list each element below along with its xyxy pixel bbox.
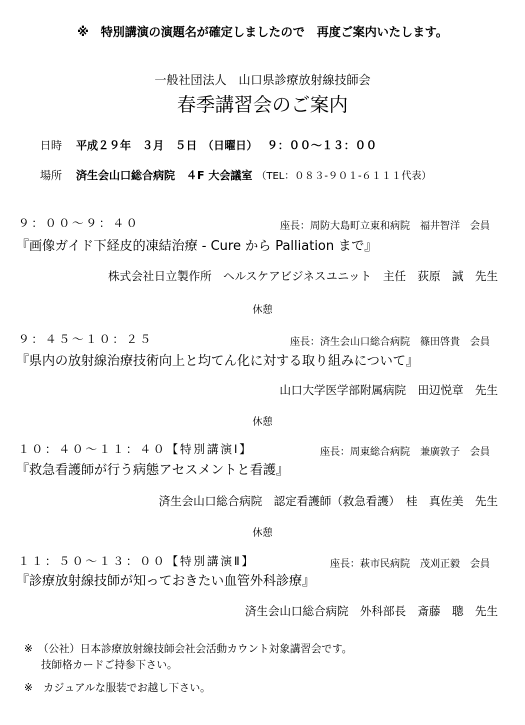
session-talk-title: 『画像ガイド下経皮的凍結治療 - Cure から Palliation まで』 — [16, 239, 378, 254]
session-chair: 座長：周防大島町立東和病院 福井智洋 会員 — [280, 221, 490, 232]
session-time: ９：４５～１０：２５ — [18, 332, 153, 346]
place-row — [40, 167, 432, 183]
session-time: １１：５０～１３：００【特別講演Ⅱ】 — [18, 554, 256, 568]
session-time: １０：４０～１１：４０【特別講演Ⅰ】 — [18, 442, 253, 456]
session-chair: 座長：周東総合病院 兼廣敦子 会員 — [320, 447, 490, 458]
date-row — [40, 137, 377, 153]
place-value: 済生会山口総合病院 ４F 大会議室 — [76, 169, 253, 182]
session-talk-title: 『県内の放射線治療技術向上と均てん化に対する取り組みについて』 — [16, 354, 419, 369]
place-label: 場所 — [40, 169, 62, 182]
session-time: ９：００～９：４０ — [18, 216, 140, 230]
session-talk-title: 『救急看護師が行う病態アセスメントと看護』 — [16, 463, 289, 478]
place-tel: （TEL：０８３-９０１-６１１１代表） — [256, 171, 432, 182]
organizer: 一般社団法人 山口県診療放射線技師会 — [154, 73, 371, 87]
break-label: 休憩 — [252, 305, 273, 316]
reissue-notice: ※ 特別講演の演題名が確定しましたので 再度ご案内いたします。 — [77, 25, 448, 39]
break-label: 休憩 — [252, 528, 273, 539]
page-title: 春季講習会のご案内 — [176, 94, 348, 116]
session-speaker: 済生会山口総合病院 外科部長 斎藤 聰 先生 — [245, 604, 498, 618]
session-talk-title: 『診療放射線技師が知っておきたい血管外科診療』 — [16, 574, 316, 589]
session-speaker: 株式会社日立製作所 ヘルスケアビジネスユニット 主任 荻原 誠 先生 — [108, 269, 498, 283]
break-label: 休憩 — [252, 417, 273, 428]
footnote-card: 技師格カードご持参下さい。 — [41, 659, 178, 671]
session-chair: 座長：済生会山口総合病院 篠田啓貴 会員 — [290, 337, 490, 348]
footnote-dress: ※ カジュアルな服装でお越し下さい。 — [24, 682, 211, 694]
session-speaker: 山口大学医学部附属病院 田辺悦章 先生 — [279, 383, 498, 397]
footnote-cpd: ※ （公社）日本診療放射線技師会社会活動カウント対象講習会です。 — [24, 643, 353, 655]
session-speaker: 済生会山口総合病院 認定看護師（救急看護） 桂 真佐美 先生 — [158, 494, 498, 508]
date-value: 平成２９年 ３月 ５日 （日曜日） ９：００～１３：００ — [76, 139, 377, 152]
date-label: 日時 — [40, 139, 62, 152]
session-chair: 座長：萩市民病院 茂刈正毅 会員 — [330, 559, 490, 570]
